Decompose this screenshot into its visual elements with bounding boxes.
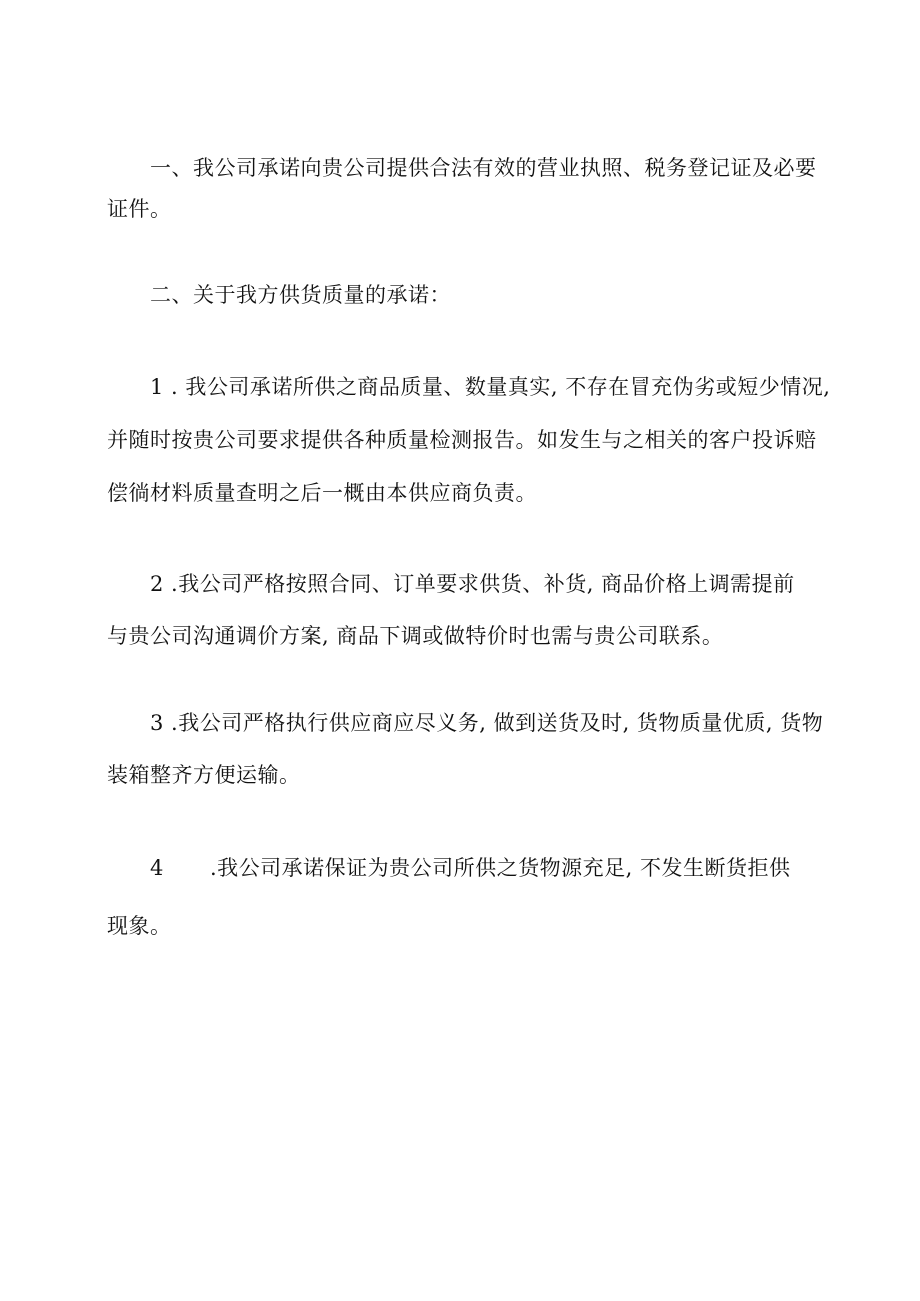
paragraph-item-4 (107, 858, 827, 937)
paragraph-line (107, 713, 827, 734)
item-number: 3 (150, 711, 164, 735)
paragraph-item-1 (107, 375, 831, 505)
paragraph-line (107, 574, 827, 595)
item-text: .我公司严格执行供应商应尽义务, 做到送货及时, 货物质量优质, 货物 (163, 711, 824, 735)
paragraph-line (107, 375, 831, 399)
paragraph-item-3 (107, 713, 827, 786)
paragraph-line: 并随时按贵公司要求提供各种质量检测报告。如发生与之相关的客户投诉赔 (107, 428, 817, 452)
item-text: .我公司严格按照合同、订单要求供货、补货, 商品价格上调需提前 (163, 572, 795, 596)
paragraph-item-2 (107, 574, 827, 647)
item-number: 1 (150, 375, 164, 399)
item-text: . 我公司承诺所供之商品质量、数量真实, 不存在冒充伪劣或短少情况, (163, 375, 831, 399)
paragraph-line: 证件。 (107, 197, 172, 221)
section-heading: 二、关于我方供货质量的承诺： (150, 283, 451, 307)
paragraph-line: 现象。 (107, 914, 172, 938)
paragraph-line: 偿徜材料质量查明之后一概由本供应商负责。 (107, 481, 537, 505)
item-text: .我公司承诺保证为贵公司所供之货物源充足, 不发生断货拒供 (210, 856, 791, 880)
paragraph-line: 一、我公司承诺向贵公司提供合法有效的营业执照、税务登记证及必要 (150, 156, 817, 180)
item-number: 2 (150, 572, 164, 596)
paragraph-quality-heading (107, 285, 827, 306)
paragraph-business-license (107, 158, 827, 220)
paragraph-line (107, 858, 827, 879)
paragraph-line: 与贵公司沟通调价方案, 商品下调或做特价时也需与贵公司联系。 (107, 624, 724, 648)
paragraph-line: 装箱整齐方便运输。 (107, 763, 301, 787)
item-number: 4 (150, 856, 164, 880)
